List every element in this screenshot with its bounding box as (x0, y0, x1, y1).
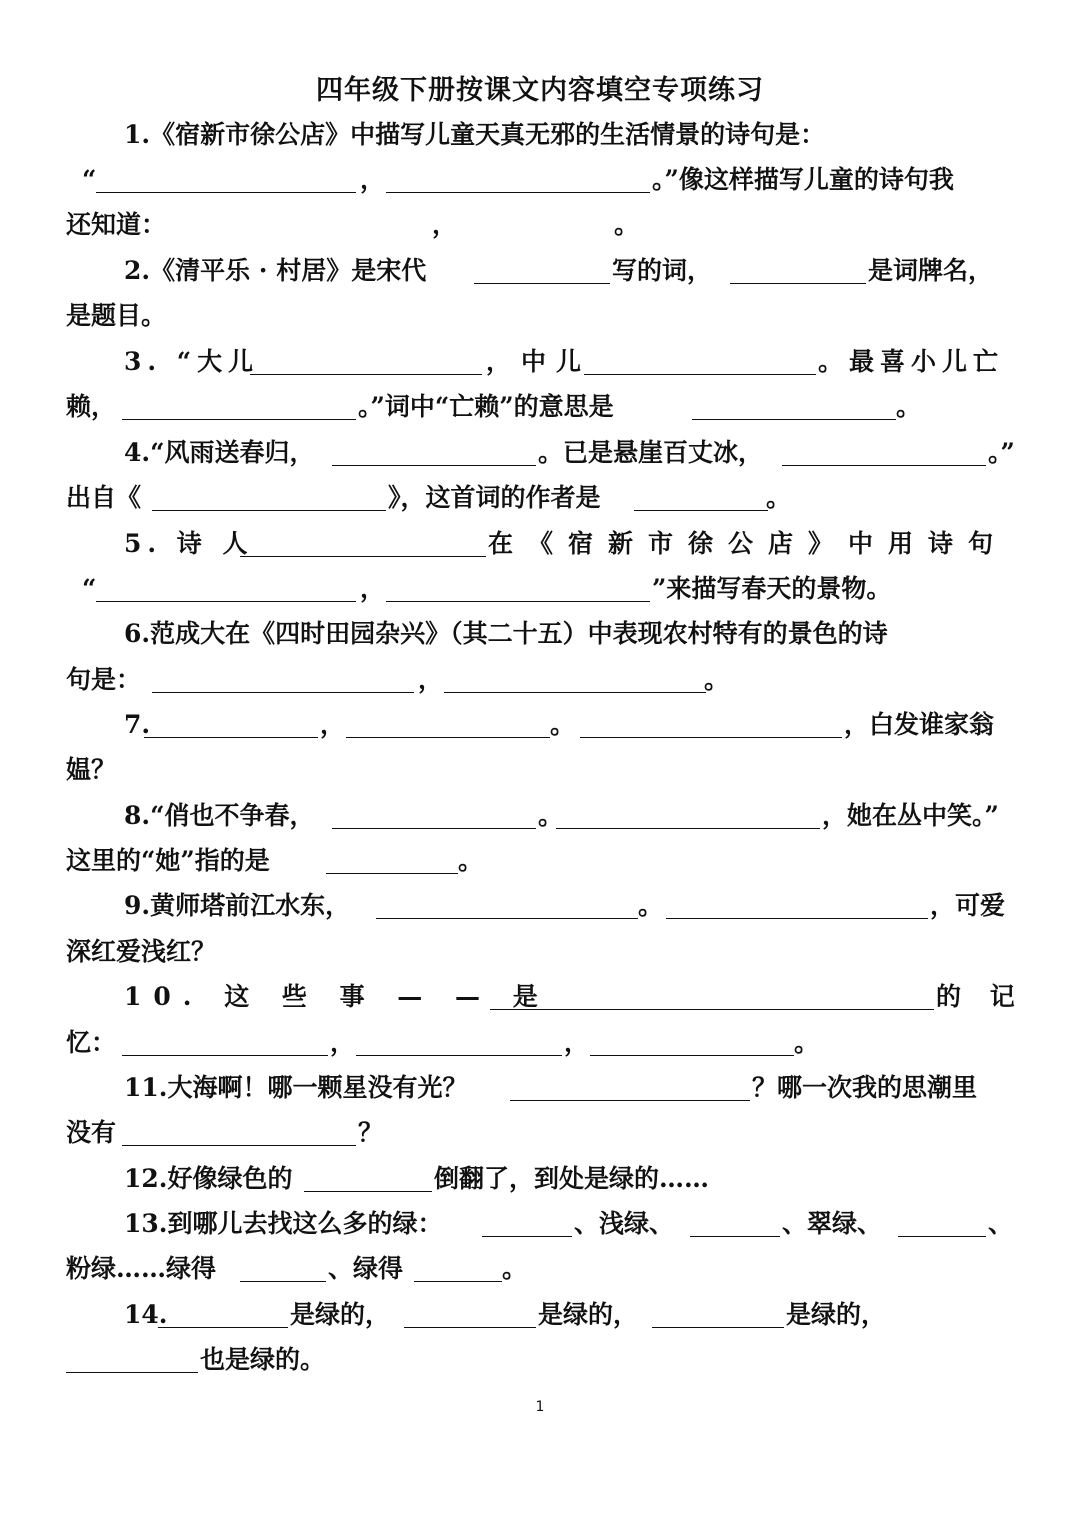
blank-q8-1[interactable] (332, 828, 536, 829)
q7-period: 。 (550, 710, 576, 739)
q14-text-2: 是绿的， (538, 1300, 639, 1329)
q6-text-2: 句是： (66, 665, 142, 694)
q8-text-3: 这里的“她”指的是 (66, 846, 270, 875)
q14-text-3: 是绿的， (786, 1300, 887, 1329)
q3-text-3: 。最喜小儿亡 (818, 347, 1005, 376)
q9-period: 。 (638, 891, 664, 920)
blank-q1-2[interactable] (386, 192, 650, 193)
q14-number: 14. (124, 1300, 168, 1329)
q3-text-5: 。”词中“亡赖”的意思是 (358, 392, 614, 421)
q8-text-2: ，她在丛中笑。” (822, 801, 999, 830)
q9-text-1: 9.黄师塔前江水东， (124, 891, 351, 920)
q11-text-3: 没有 (66, 1118, 117, 1147)
q10-text-2: 的 记 (936, 982, 1025, 1011)
blank-q6-1[interactable] (152, 692, 414, 693)
q7-comma: ， (320, 710, 346, 739)
blank-q10-1[interactable] (490, 1009, 934, 1010)
q12-text-2: 倒翻了，到处是绿的…… (434, 1164, 710, 1193)
q6-comma: ， (418, 665, 444, 694)
blank-q4-4[interactable] (634, 510, 768, 511)
q5-text-1: 5. 诗 人 (124, 529, 254, 558)
blank-q8-3[interactable] (326, 873, 458, 874)
page-title: 四年级下册按课文内容填空专项练习 (316, 75, 764, 106)
blank-q7-1[interactable] (144, 737, 318, 738)
blank-q4-3[interactable] (152, 510, 386, 511)
q3-text-6: 。 (896, 392, 922, 421)
q13-text-3: 、翠绿、 (782, 1209, 883, 1238)
q4-text-5: 》，这首词的作者是 (388, 483, 601, 512)
blank-q13-1[interactable] (482, 1236, 572, 1237)
q7-text-1: ，白发谁家翁 (844, 710, 995, 739)
q1-text-2: 。”像这样描写儿童的诗句我 (652, 165, 954, 194)
blank-q8-2[interactable] (556, 828, 820, 829)
blank-q5-3[interactable] (386, 601, 650, 602)
blank-q2-1[interactable] (474, 283, 610, 284)
blank-q14-1[interactable] (158, 1327, 288, 1328)
q3-text-2: ，中儿 (486, 347, 592, 376)
blank-q14-3[interactable] (652, 1327, 784, 1328)
q4-text-2: 。已是悬崖百丈冰， (538, 438, 764, 467)
blank-q13-5[interactable] (414, 1281, 502, 1282)
q12-text-1: 12.好像绿色的 (124, 1164, 293, 1193)
q7-number: 7. (124, 710, 151, 739)
blank-q9-1[interactable] (376, 918, 638, 919)
q11-text-4: ？ (358, 1118, 384, 1147)
q14-text-4: 也是绿的。 (200, 1345, 326, 1374)
q3-text-4: 赖， (66, 392, 117, 421)
q13-text-5: 粉绿……绿得 (66, 1254, 217, 1283)
q1-comma-2: ， (432, 210, 458, 239)
blank-q9-2[interactable] (666, 918, 928, 919)
q5-text-3: ”来描写春天的景物。 (652, 574, 892, 603)
q10-comma-2: ， (564, 1028, 590, 1057)
blank-q13-4[interactable] (240, 1281, 326, 1282)
q1-period: 。 (614, 210, 640, 239)
q11-text-2: ？哪一次我的思潮里 (752, 1073, 978, 1102)
q4-text-4: 出自《 (66, 483, 142, 512)
blank-q3-1[interactable] (250, 374, 482, 375)
blank-q5-1[interactable] (240, 556, 486, 557)
blank-q11-2[interactable] (122, 1145, 356, 1146)
q2-text-4: 是题目。 (66, 301, 167, 330)
q7-text-2: 媪？ (66, 755, 117, 784)
q4-text-6: 。 (766, 483, 792, 512)
q10-comma-1: ， (330, 1028, 356, 1057)
q11-text-1: 11.大海啊！哪一颗星没有光？ (124, 1073, 468, 1102)
q10-period: 。 (794, 1028, 820, 1057)
blank-q7-3[interactable] (580, 737, 842, 738)
blank-q5-2[interactable] (96, 601, 356, 602)
q5-text-2: 在《宿新市徐公店》中用诗句 (488, 529, 1009, 558)
q10-text-1: 10. 这 些 事 — — 是 (124, 982, 550, 1011)
q13-text-2: 、浅绿、 (574, 1209, 675, 1238)
blank-q10-4[interactable] (590, 1055, 794, 1056)
blank-q13-3[interactable] (898, 1236, 986, 1237)
q1-text-3: 还知道： (66, 210, 167, 239)
blank-q2-2[interactable] (730, 283, 866, 284)
q9-text-2: ，可爱 (930, 891, 1006, 920)
blank-q3-3[interactable] (122, 419, 356, 420)
q13-period: 。 (502, 1254, 528, 1283)
q6-text-1: 6.范成大在《四时田园杂兴》（其二十五）中表现农村特有的景色的诗 (124, 619, 888, 648)
q13-text-6: 、绿得 (328, 1254, 404, 1283)
blank-q10-2[interactable] (122, 1055, 328, 1056)
q6-period: 。 (704, 665, 730, 694)
q1-comma: ， (360, 165, 386, 194)
q13-text-1: 13.到哪儿去找这么多的绿： (124, 1209, 443, 1238)
blank-q14-4[interactable] (66, 1372, 198, 1373)
q8-text-4: 。 (458, 846, 484, 875)
q4-text-3: 。” (988, 438, 1015, 467)
blank-q12-1[interactable] (304, 1191, 432, 1192)
q1-prompt: 1.《宿新市徐公店》中描写儿童天真无邪的生活情景的诗句是： (124, 120, 826, 149)
blank-q3-2[interactable] (584, 374, 816, 375)
q9-text-3: 深红爱浅红？ (66, 937, 217, 966)
q5-comma: ， (360, 574, 386, 603)
blank-q4-1[interactable] (332, 465, 536, 466)
q2-text-2: 写的词， (612, 256, 713, 285)
q1-open-quote: “ (82, 165, 97, 194)
q3-text-1: 3. “大儿 (124, 347, 260, 376)
q2-text-3: 是词牌名， (868, 256, 994, 285)
q2-text-1: 2.《清平乐 · 村居》是宋代 (124, 256, 427, 285)
q4-text-1: 4.“风雨送春归， (124, 438, 315, 467)
blank-q6-2[interactable] (444, 692, 706, 693)
blank-q13-2[interactable] (690, 1236, 780, 1237)
blank-q10-3[interactable] (356, 1055, 562, 1056)
blank-q14-2[interactable] (404, 1327, 536, 1328)
blank-q3-4[interactable] (692, 419, 896, 420)
q10-text-3: 忆： (66, 1028, 117, 1057)
q5-open-quote: “ (82, 574, 97, 603)
q8-text-1: 8.“俏也不争春， (124, 801, 315, 830)
blank-q11-1[interactable] (510, 1100, 750, 1101)
q13-text-4: 、 (988, 1209, 1014, 1238)
blank-q1-1[interactable] (96, 192, 356, 193)
page-number: 1 (535, 1399, 545, 1415)
q14-text-1: 是绿的， (290, 1300, 391, 1329)
blank-q7-2[interactable] (346, 737, 550, 738)
q8-period: 。 (538, 801, 564, 830)
blank-q4-2[interactable] (782, 465, 986, 466)
